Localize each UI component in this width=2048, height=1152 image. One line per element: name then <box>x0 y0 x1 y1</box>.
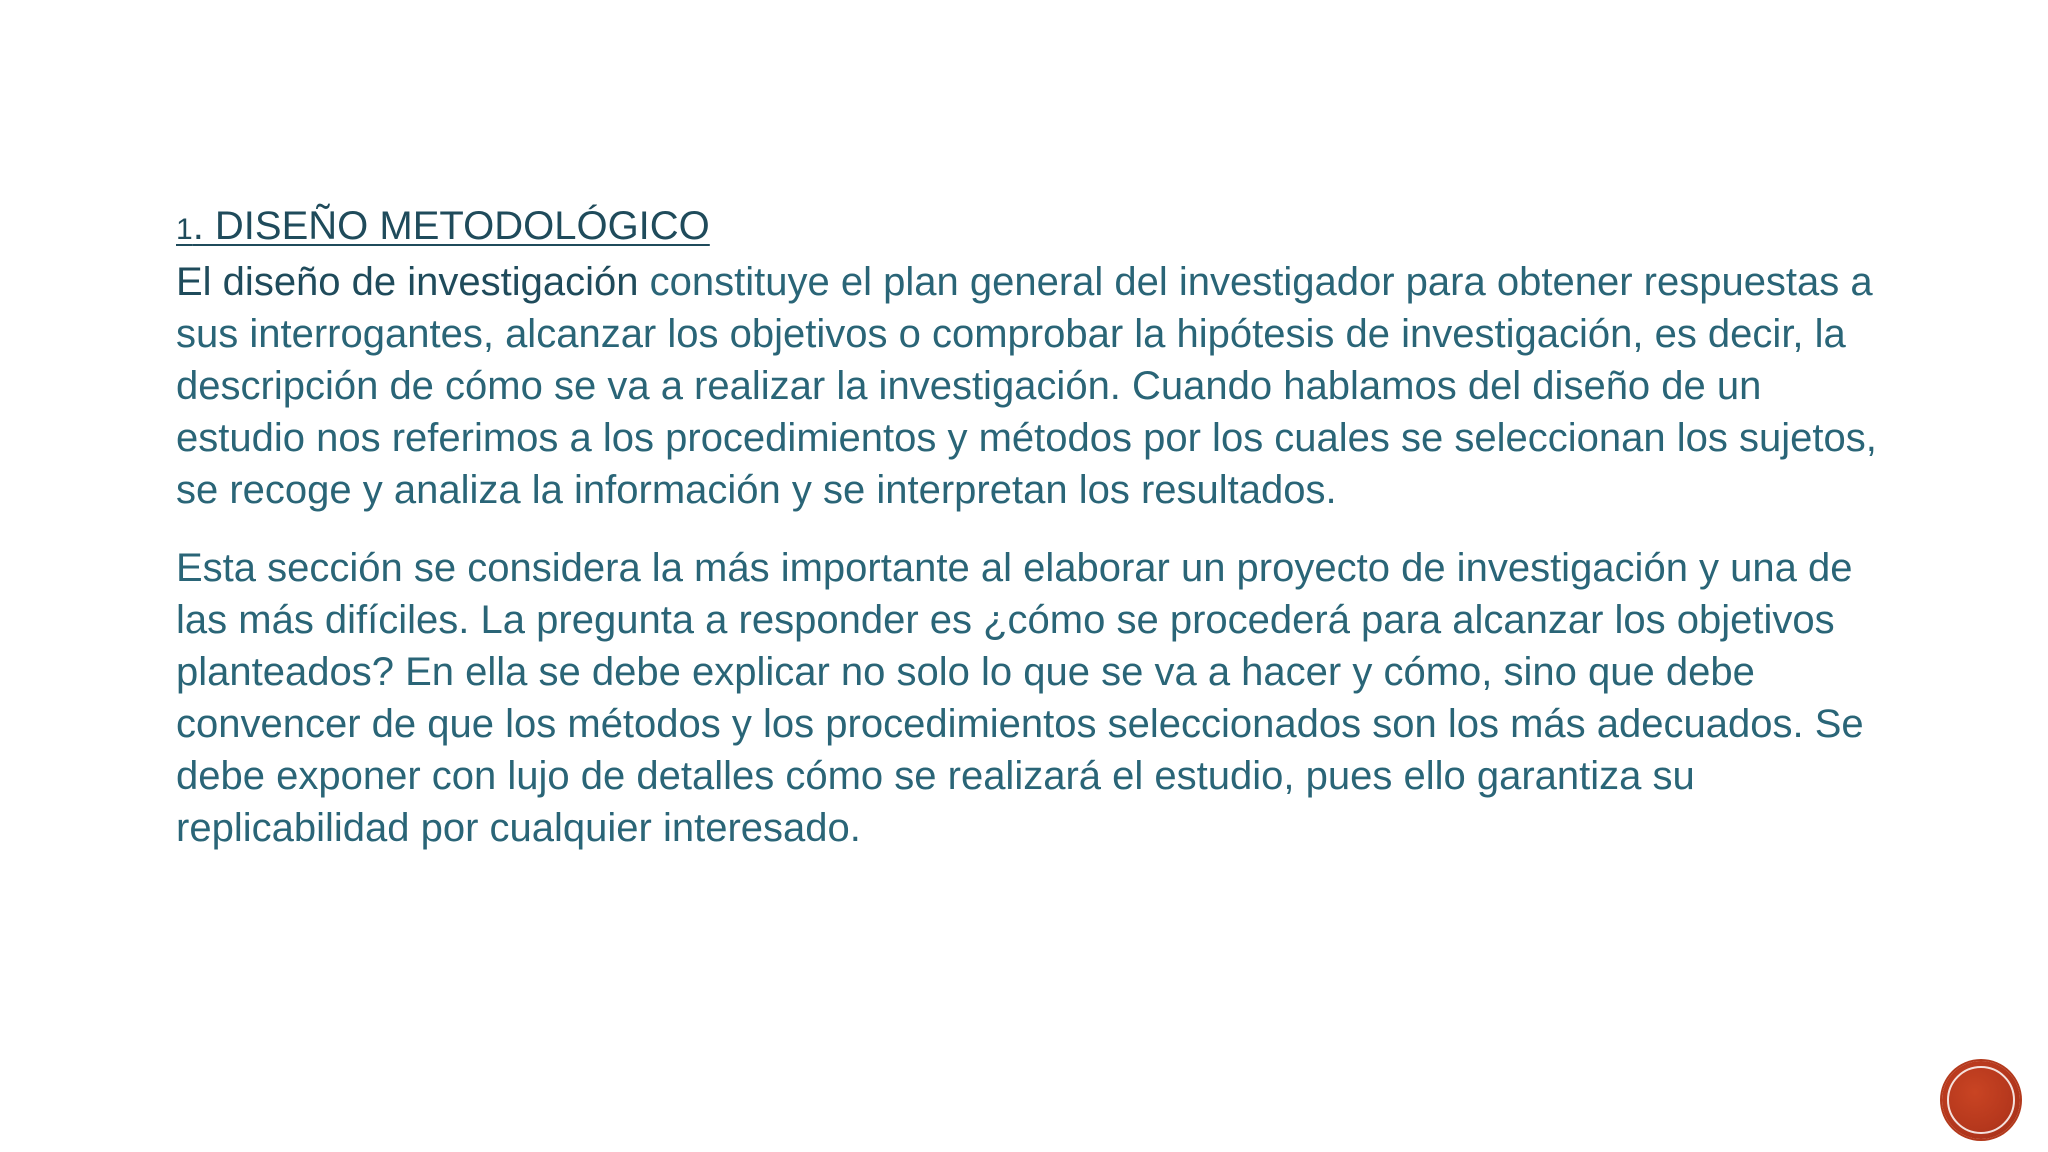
paragraph-body: constituye el plan general del investigador para obtener respuestas a sus interrogantes, alcanzar los objetivos o comprobar la hipótesis de investigación, es decir, la descripción de cómo se va a realizar la investigación. Cuando hablamos del diseño de un estudio nos referimos a los procedimientos y métodos por los cuales se seleccionan los sujetos, se recoge y analiza la información y se interpretan los resultados. <box>176 260 1877 512</box>
paragraph-lead-term: El diseño de investigación <box>176 260 639 304</box>
section-heading-number: 1 <box>176 213 193 246</box>
slide-content <box>176 200 1896 854</box>
paragraph-design-definition <box>176 256 1896 516</box>
paragraph-section-importance <box>176 542 1896 854</box>
section-heading <box>176 200 1896 256</box>
slide-number-badge <box>1942 1061 2020 1139</box>
section-heading-title: . DISEÑO METODOLÓGICO <box>192 204 710 248</box>
paragraph-body: Esta sección se considera la más importante al elaborar un proyecto de investigación y una de las más difíciles. La pregunta a responder es ¿cómo se procederá para alcanzar los objetivos planteados? En ella se debe explicar no solo lo que se va a hacer y cómo, sino que debe convencer de que los métodos y los procedimientos seleccionados son los más adecuados. Se debe exponer con lujo de detalles cómo se realizará el estudio, pues ello garantiza su replicabilidad por cualquier interesado. <box>176 546 1864 850</box>
